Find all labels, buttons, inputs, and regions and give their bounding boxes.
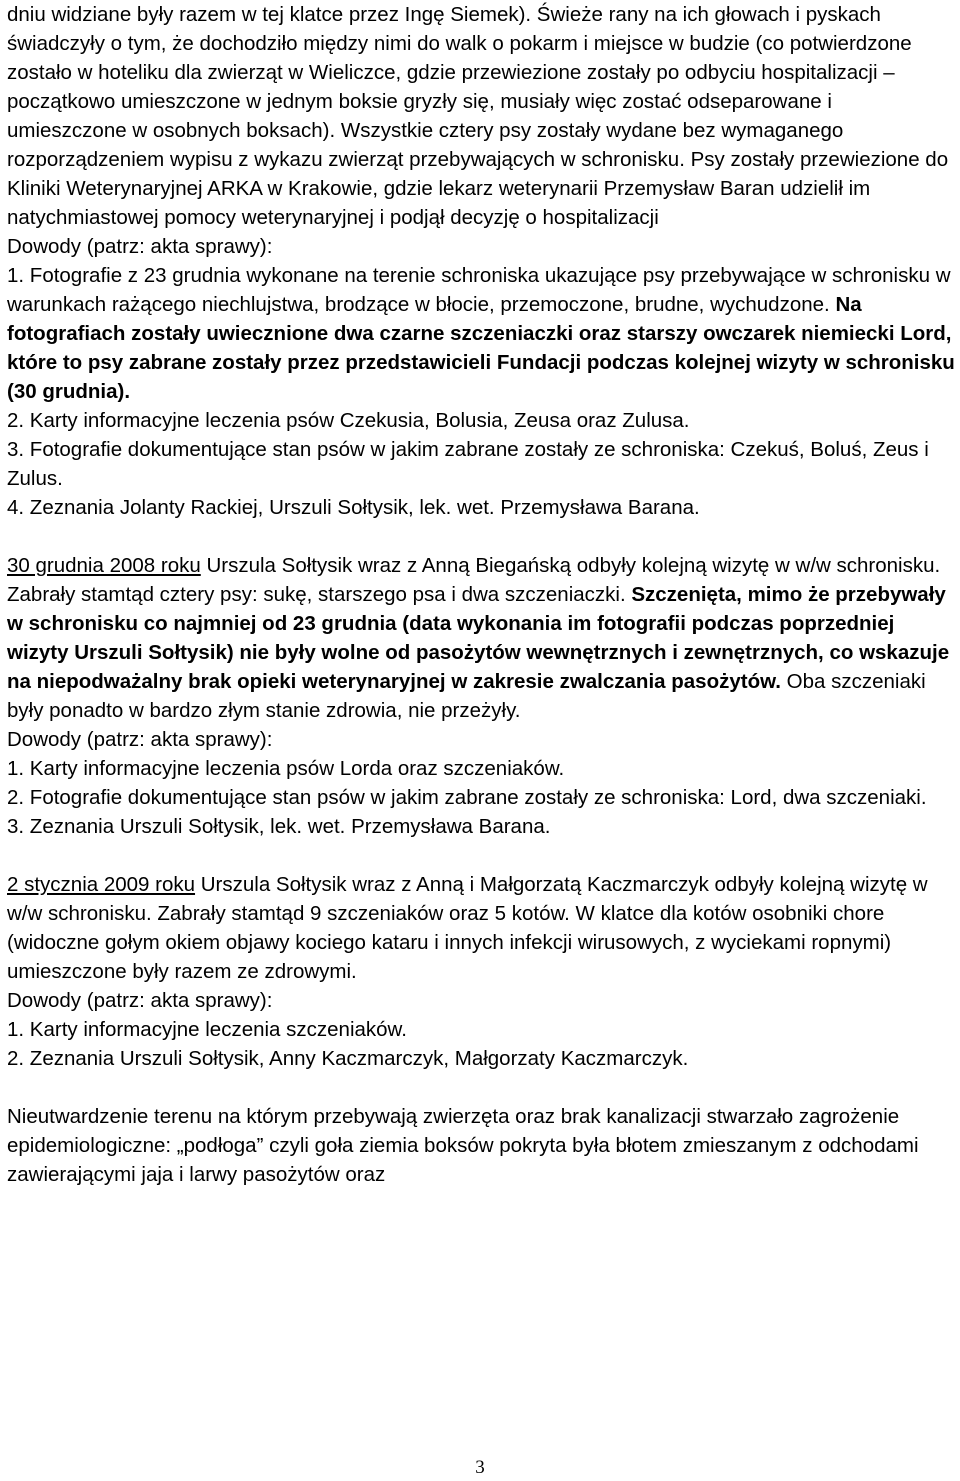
text-run: 1. Fotografie z 23 grudnia wykonane na terenie schroniska ukazujące psy przebywające w schronisku w warunkach rażącego niechlujstwa, brodzące w błocie, przemoczone, brudne, wychudzone. (7, 264, 951, 316)
text-run: dniu widziane były razem w tej klatce przez Ingę Siemek). Świeże rany na ich głowach i pyskach świadczyły o tym, że dochodziło między nimi do walk o pokarm i miejsce w budzie (co potwierdzone zostało w hoteliku dla zwierząt w Wieliczce, gdzie przewiezione zostały po odbyciu hospitalizacji – początkowo umieszczone w jednym boksie gryzły się, musiały więc zostać odseparowane i umieszczone w osobnych boksach). Wszystkie cztery psy zostały wydane bez wymaganego rozporządzeniem wypisu z wykazu zwierząt przebywających w schronisku. Psy zostały przewiezione do Kliniki Weterynaryjnej ARKA w Krakowie, gdzie lekarz weterynarii Przemysław Baran udzielił im natychmiastowej pomocy weterynaryjnej i podjął decyzję o hospitalizacji (7, 3, 949, 229)
text-run: Urszula Sołtysik wraz z Anną i Małgorzatą Kaczmarczyk odbyły kolejną wizytę w w/w schronisku. Zabrały stamtąd 9 szczeniaków oraz 5 kotów. W klatce dla kotów osobniki chore (widoczne gołym okiem objawy kociego kataru i innych infekcji wirusowych, z wyciekami ropnymi) umieszczone były razem ze zdrowymi. (7, 873, 928, 983)
text-run: Dowody (patrz: akta sprawy): (7, 728, 273, 751)
bold-text: Szczenięta, mimo że przebywały w schronisku co najmniej od 23 grudnia (data wykonania im fotografii podczas poprzedniej wizyty Urszuli Sołtysik) nie były wolne od pasożytów wewnętrznych i zewnętrznych, co wskazuje na niepodważalny brak opieki weterynaryjnej w zakresie zwalczania pasożytów. (7, 583, 950, 693)
paragraph-2-january (7, 870, 955, 986)
underlined-date: 30 grudnia 2008 roku (7, 554, 201, 577)
text-run: 3. Fotografie dokumentujące stan psów w jakim zabrane zostały ze schroniska: Czekuś, Boluś, Zeus i Zulus. (7, 438, 929, 490)
evidence-item-3-2 (7, 1044, 955, 1073)
evidence-item-2-3 (7, 812, 955, 841)
text-run: 3. Zeznania Urszuli Sołtysik, lek. wet. Przemysława Barana. (7, 815, 551, 838)
text-run: Urszula Sołtysik wraz z Anną Biegańską odbyły kolejną wizytę w w/w schronisku. Zabrały stamtąd cztery psy: sukę, starszego psa i dwa szczeniaczki. (7, 554, 941, 606)
underlined-date: 2 stycznia 2009 roku (7, 873, 196, 896)
evidence-item-2-2 (7, 783, 955, 812)
paragraph-spacer (7, 522, 955, 551)
bold-text: Na fotografiach zostały uwiecznione dwa czarne szczeniaczki oraz starszy owczarek niemiecki Lord, które to psy zabrane zostały przez przedstawicieli Fundacji podczas kolejnej wizyty w schronisku (30 grudnia). (7, 293, 955, 403)
evidence-item-1-3 (7, 435, 955, 493)
text-run: Dowody (patrz: akta sprawy): (7, 989, 273, 1012)
paragraph-30-december (7, 551, 955, 725)
evidence-item-1-1 (7, 261, 955, 406)
text-run: 1. Karty informacyjne leczenia psów Lorda oraz szczeniaków. (7, 757, 565, 780)
paragraph-spacer (7, 841, 955, 870)
text-run: Nieutwardzenie terenu na którym przebywają zwierzęta oraz brak kanalizacji stwarzało zagrożenie epidemiologiczne: „podłoga” czyli goła ziemia boksów pokryta była błotem zmieszanym z odchodami zawierającymi jaja i larwy pasożytów oraz (7, 1105, 919, 1186)
evidence-item-3-1 (7, 1015, 955, 1044)
text-run: 1. Karty informacyjne leczenia szczeniaków. (7, 1018, 407, 1041)
paragraph-spacer (7, 1073, 955, 1102)
evidence-heading-3 (7, 986, 955, 1015)
text-run: 4. Zeznania Jolanty Rackiej, Urszuli Sołtysik, lek. wet. Przemysława Barana. (7, 496, 700, 519)
text-run: Oba szczeniaki były ponadto w bardzo złym stanie zdrowia, nie przeżyły. (7, 670, 926, 722)
paragraph-intake-continuation (7, 0, 955, 232)
text-run: Dowody (patrz: akta sprawy): (7, 235, 273, 258)
text-run: 2. Fotografie dokumentujące stan psów w jakim zabrane zostały ze schroniska: Lord, dwa szczeniaki. (7, 786, 927, 809)
evidence-item-1-4 (7, 493, 955, 522)
evidence-heading-1 (7, 232, 955, 261)
document-body (7, 0, 955, 1189)
evidence-heading-2 (7, 725, 955, 754)
evidence-item-1-2 (7, 406, 955, 435)
page-number: 3 (475, 1457, 485, 1478)
text-run: 2. Zeznania Urszuli Sołtysik, Anny Kaczmarczyk, Małgorzaty Kaczmarczyk. (7, 1047, 689, 1070)
evidence-item-2-1 (7, 754, 955, 783)
text-run: 2. Karty informacyjne leczenia psów Czekusia, Bolusia, Zeusa oraz Zulusa. (7, 409, 690, 432)
paragraph-sanitation (7, 1102, 955, 1189)
